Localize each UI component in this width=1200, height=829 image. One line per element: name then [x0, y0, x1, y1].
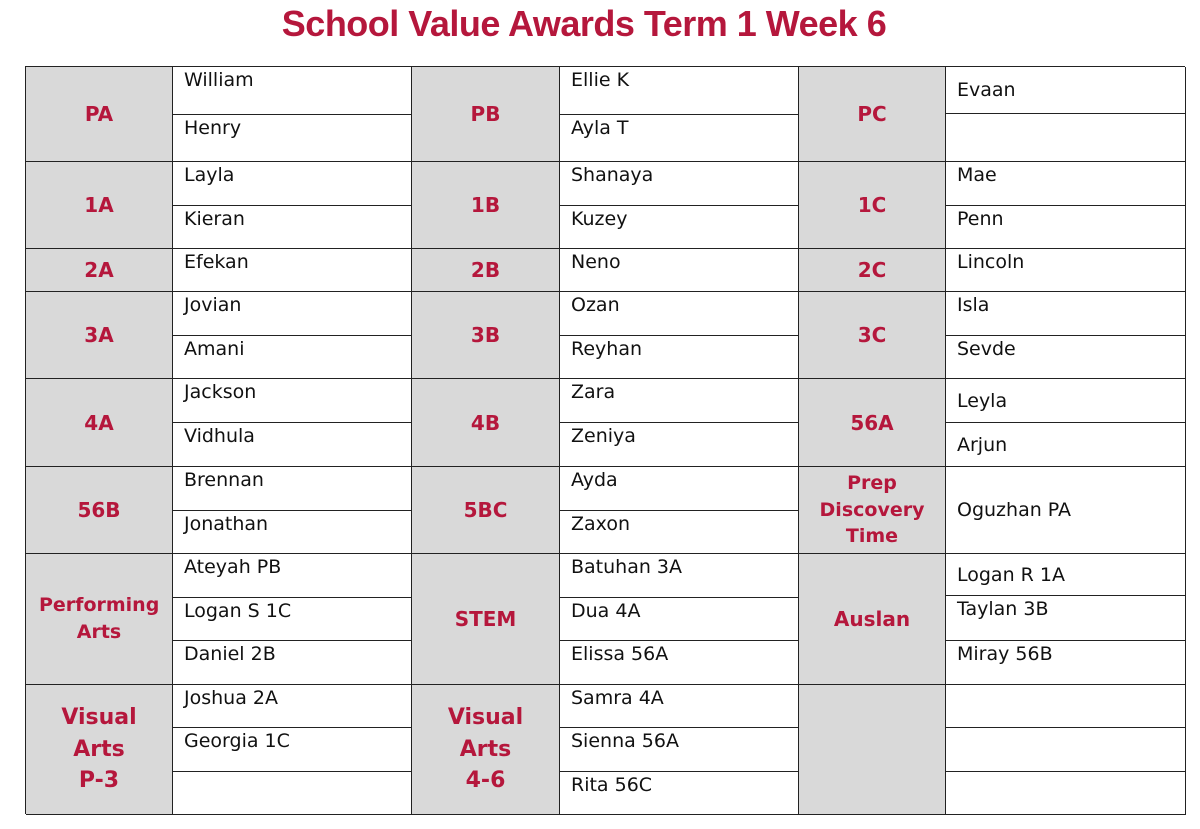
student-name: Batuhan 3A [560, 554, 798, 598]
student-name: Neno [571, 251, 621, 273]
student-name: Ayda [560, 467, 798, 511]
student-name: Ateyah PB [173, 554, 411, 598]
name-list [560, 685, 799, 815]
student-name: Shanaya [560, 162, 798, 206]
class-label: 3B [412, 292, 560, 379]
student-name: Amani [184, 337, 245, 360]
student-name: Miray 56B [957, 642, 1053, 665]
name-list [173, 292, 412, 379]
class-label-text: Prep Discovery Time [819, 472, 925, 548]
student-name: Dua 4A [560, 598, 798, 642]
class-label: 4A [26, 379, 173, 467]
student-name: Vidhula [184, 425, 255, 447]
name-list [946, 249, 1186, 292]
class-label: 2B [412, 249, 560, 292]
page-title: School Value Awards Term 1 Week 6 [281, 3, 887, 44]
student-name: Jackson [173, 379, 411, 423]
student-name: Sevde [957, 337, 1016, 360]
student-name: Evaan [946, 67, 1185, 114]
student-name: Leyla [946, 379, 1185, 423]
class-label: 1C [799, 162, 946, 249]
class-label: 56A [799, 379, 946, 467]
student-name: Daniel 2B [184, 643, 276, 666]
student-name: Rita 56C [571, 773, 653, 796]
student-name: Mae [946, 162, 1185, 206]
class-label [412, 685, 560, 815]
class-label [26, 685, 173, 815]
student-name: Sienna 56A [560, 728, 798, 771]
student-name: Henry [184, 116, 242, 139]
student-name: Logan S 1C [173, 598, 411, 642]
name-list [946, 67, 1186, 162]
class-label: STEM [412, 554, 560, 685]
name-list [173, 249, 412, 292]
student-name: Kieran [184, 207, 245, 230]
student-name: Ellie K [560, 67, 798, 115]
student-name: Samra 4A [560, 685, 798, 728]
class-label [799, 685, 946, 815]
name-list [560, 249, 799, 292]
class-label [26, 554, 173, 685]
name-list [560, 292, 799, 379]
class-label: 1A [26, 162, 173, 249]
student-name: Zara [560, 379, 798, 423]
student-name: Logan R 1A [946, 554, 1185, 596]
class-label [799, 467, 946, 554]
student-name: Penn [957, 207, 1004, 230]
name-list [560, 554, 799, 685]
class-label: 3A [26, 292, 173, 379]
name-list [173, 379, 412, 467]
student-name: Joshua 2A [173, 685, 411, 728]
student-name: Elissa 56A [571, 643, 669, 666]
awards-table [25, 66, 1185, 814]
name-list [173, 685, 412, 815]
student-name: Reyhan [571, 337, 643, 360]
name-list [946, 685, 1186, 815]
name-list [560, 467, 799, 554]
student-name [946, 728, 1185, 771]
student-name: Zeniya [571, 425, 636, 447]
student-name: Ozan [560, 292, 798, 336]
student-name: Brennan [173, 467, 411, 511]
name-list [173, 67, 412, 162]
student-name: Kuzey [571, 207, 628, 230]
name-list [560, 162, 799, 249]
class-label: PC [799, 67, 946, 162]
name-list [560, 67, 799, 162]
student-name [173, 772, 411, 814]
class-label: Auslan [799, 554, 946, 685]
student-name: Efekan [184, 251, 249, 273]
student-name: Ayla T [571, 116, 629, 139]
student-name: Arjun [957, 433, 1008, 456]
student-name: Lincoln [957, 251, 1025, 273]
class-label: 3C [799, 292, 946, 379]
student-name: Isla [946, 292, 1185, 336]
class-label-text: Visual Arts P-3 [61, 704, 137, 794]
student-name: Layla [173, 162, 411, 206]
class-label: 5BC [412, 467, 560, 554]
name-list [946, 379, 1186, 467]
student-name [946, 772, 1185, 814]
name-list [173, 554, 412, 685]
student-name [946, 114, 1185, 162]
class-label: 56B [26, 467, 173, 554]
name-list [946, 467, 1186, 554]
student-name: Taylan 3B [946, 596, 1185, 640]
name-list [173, 467, 412, 554]
class-label: 1B [412, 162, 560, 249]
student-name [946, 685, 1185, 728]
student-name: Jonathan [184, 512, 269, 535]
student-name: Zaxon [571, 512, 630, 535]
class-label-text: Performing Arts [39, 594, 160, 643]
class-label: PA [26, 67, 173, 162]
class-label-text: Visual Arts 4-6 [447, 704, 524, 794]
class-label: PB [412, 67, 560, 162]
student-name: Oguzhan PA [957, 499, 1072, 521]
name-list [560, 379, 799, 467]
student-name: Georgia 1C [173, 728, 411, 771]
class-label: 2C [799, 249, 946, 292]
student-name: William [173, 67, 411, 115]
name-list [946, 292, 1186, 379]
student-name: Jovian [173, 292, 411, 336]
name-list [173, 162, 412, 249]
class-label: 4B [412, 379, 560, 467]
name-list [946, 162, 1186, 249]
class-label: 2A [26, 249, 173, 292]
name-list [946, 554, 1186, 685]
